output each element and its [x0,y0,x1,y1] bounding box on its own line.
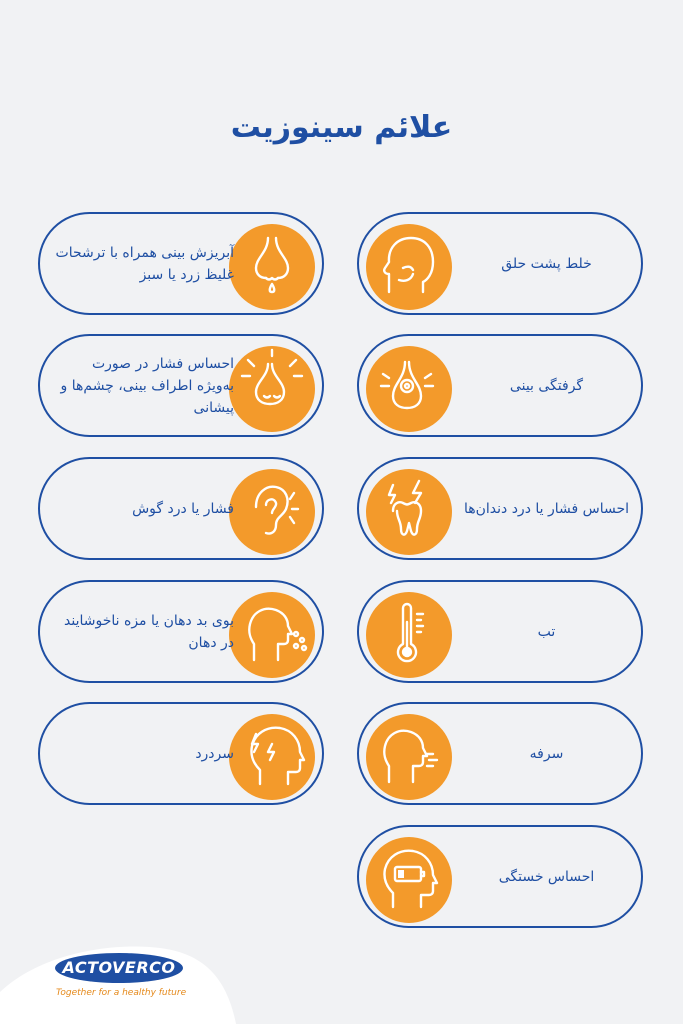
page-title: علائم سینوزیت [230,110,453,145]
symptom-label: آبریزش بینی همراه با ترشحات غلیظ زرد یا سبز [55,244,234,283]
symptom-card-tooth-pain [357,457,643,560]
symptom-label: بوی بد دهان یا مزه ناخوشایند در دهان [64,612,234,651]
headache-icon [226,704,322,800]
ear-pain-icon [226,459,322,555]
symptom-card-throat-mucus [357,212,643,315]
symptom-card-nasal-congestion [357,334,643,437]
symptom-label: سرفه [529,745,564,762]
toothache-icon [359,459,455,555]
symptom-label: سردرد [195,745,234,762]
fatigue-battery-icon [359,827,455,923]
symptom-card-ear-pain [38,457,324,560]
symptom-card-runny-nose [38,212,324,315]
thermometer-icon [359,582,455,678]
symptom-card-facial-pressure [38,334,324,437]
symptom-card-headache [38,702,324,805]
symptom-label: احساس فشار در صورت به‌ویژه اطراف بینی، چشم‌ها و پیشانی [60,355,234,416]
symptom-card-bad-breath [38,580,324,683]
symptom-label: فشار یا درد گوش [132,500,234,517]
symptom-label: گرفتگی بینی [509,377,584,394]
cough-icon [359,704,455,800]
symptom-label: خلط پشت حلق [501,255,592,272]
symptom-label: احساس فشار یا درد دندان‌ها [463,500,630,517]
symptom-card-fever [357,580,643,683]
symptom-card-cough [357,702,643,805]
symptom-card-fatigue [357,825,643,928]
runny-nose-icon [226,214,322,310]
throat-icon [359,214,455,310]
symptom-label: احساس خستگی [498,868,595,885]
blocked-nose-icon [359,336,455,432]
facial-pressure-icon [226,336,322,432]
brand-name: ACTOVERCO [62,958,176,977]
actoverco-logo [0,934,236,1024]
symptom-label: تب [537,623,556,640]
brand-tagline: Together for a healthy future [56,988,187,998]
bad-breath-icon [226,582,322,678]
